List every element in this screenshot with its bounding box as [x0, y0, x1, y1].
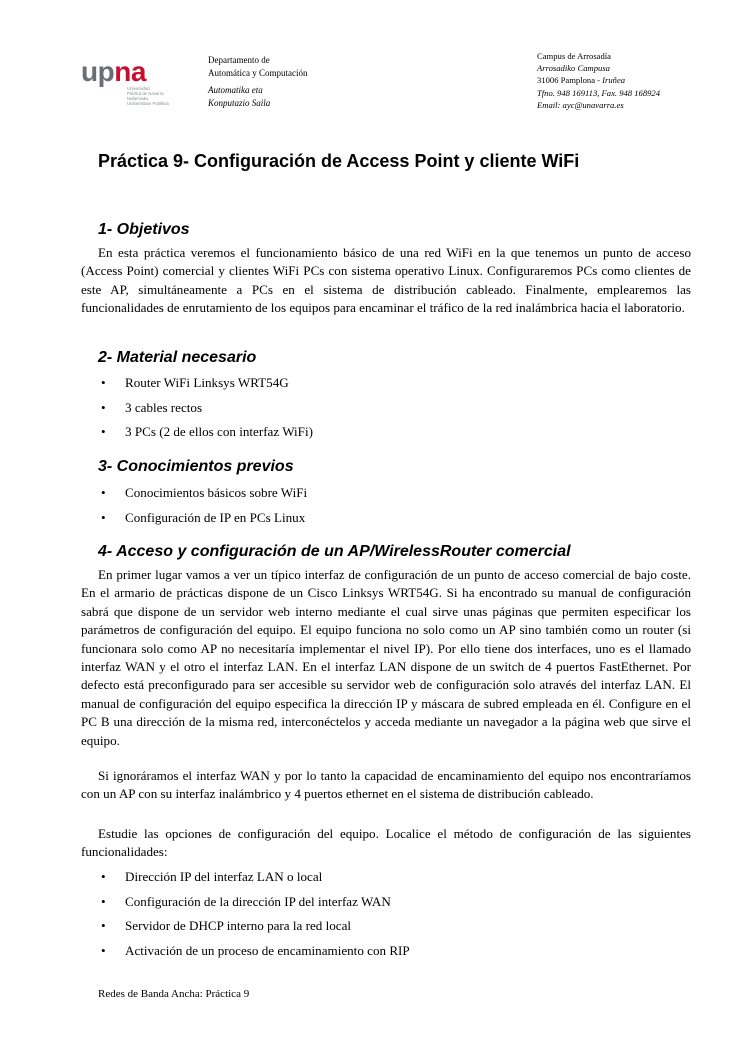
- logo-subtitle: [127, 86, 182, 106]
- list-item: [98, 371, 313, 396]
- logo-text-up: up: [81, 56, 115, 87]
- list-item: [98, 506, 307, 531]
- bullet: •: [101, 893, 106, 909]
- logo-subtitle-line: Pública de Navarra: [127, 91, 164, 96]
- bullet: •: [101, 485, 106, 500]
- list-item-text: Conocimientos básicos sobre WiFi: [125, 485, 308, 500]
- campus-line: Arrosadiko Campusa: [537, 63, 610, 74]
- campus-city-basque: Iruñea: [602, 75, 626, 86]
- bullet: •: [101, 399, 106, 415]
- logo-text-na: na: [114, 56, 146, 87]
- logo-subtitle-line: Universidad: [127, 86, 150, 91]
- list-item: [98, 420, 313, 445]
- list-funcionalidades: [98, 865, 410, 963]
- bullet: •: [101, 424, 106, 439]
- department-line-basque: Automatika eta: [208, 85, 263, 95]
- campus-address-block: [537, 50, 660, 111]
- campus-line: Campus de Arrosadía: [537, 51, 611, 61]
- list-item-text: Router WiFi Linksys WRT54G: [125, 375, 289, 390]
- list-item: [98, 396, 313, 421]
- bullet: •: [101, 869, 106, 884]
- list-item: [98, 914, 410, 939]
- section-heading-conocimientos: 3- Conocimientos previos: [98, 458, 294, 475]
- paragraph-acceso-2: Si ignoráramos el interfaz WAN y por lo tanto la capacidad de encaminamiento del equipo nos encontraríamos con un AP con su interfaz inalámbrico y 4 puertos ethernet en el sistema de distribución cableado.: [81, 768, 691, 802]
- paragraph-acceso-1: En primer lugar vamos a ver un típico interfaz de configuración de un punto de acceso comercial de bajo coste. En el armario de prácticas dispone de un Cisco Linksys WRT54G. Si ha encontrado su manual de configuración sabrá que dispone de un servidor web interno mediante el cual sirve unas páginas que permiten especificar los parámetros de configuración del equipo. El equipo funciona no solo como un AP sino también como un router (si funcionara solo como AP no necesitaría implementar el nivel IP). Por ello tiene dos interfaces, uno es el llamado interfaz WAN y el otro el interfaz LAN. En el interfaz LAN dispone de un switch de 4 puertos FastEthernet. Por defecto está preconfigurado para ser accesible su servidor web de configuración solo através del interfaz LAN. El manual de configuración del equipo especifica la dirección IP y máscara de subred empleada en él. Configure en el PC B una dirección de la misma red, interconéctelos y acceda mediante un navegador a la página web que sirve el equipo.: [81, 567, 691, 748]
- campus-phone: Tfno. 948 169113, Fax. 948 168924: [537, 87, 661, 98]
- logo-wordmark: [81, 58, 146, 86]
- section-heading-material: 2- Material necesario: [98, 349, 257, 366]
- department-line: Automática y Computación: [208, 68, 308, 78]
- list-item-text: Servidor de DHCP interno para la red local: [125, 918, 352, 933]
- department-block: [208, 54, 307, 110]
- page-title: Práctica 9- Configuración de Access Point y cliente WiFi: [98, 151, 580, 171]
- bullet: •: [101, 918, 106, 933]
- list-material: [98, 371, 313, 445]
- list-item-text: Configuración de la dirección IP del interfaz WAN: [125, 893, 391, 909]
- list-item: [98, 865, 410, 890]
- bullet: •: [101, 509, 106, 525]
- section-heading-objetivos: 1- Objetivos: [98, 221, 190, 238]
- list-item-text: 3 cables rectos: [125, 399, 203, 415]
- logo-subtitle-line: Unibertsitate Publikoa: [127, 101, 169, 106]
- list-conocimientos: [98, 481, 307, 530]
- department-line-basque: Konputazio Saila: [208, 98, 271, 108]
- list-item-text: Activación de un proceso de encaminamiento con RIP: [125, 942, 410, 958]
- campus-postal: 31006 Pamplona -: [537, 75, 603, 86]
- paragraph-objetivos: En esta práctica veremos el funcionamiento básico de una red WiFi en la que tenemos un punto de acceso (Access Point) comercial y clientes WiFi PCs con sistema operativo Linux. Configuraremos PCs como clientes de este AP, simultáneamente a PCs en el sistema de distribución cableado. Finalmente, emplearemos las funcionalidades de enrutamiento de los equipos para encaminar el tráfico de la red inalámbrica hacia el laboratorio.: [81, 245, 691, 316]
- upna-logo: [81, 58, 181, 108]
- paragraph-acceso-3: Estudie las opciones de configuración del equipo. Localice el método de configuración de las siguientes funcionalidades:: [81, 826, 691, 860]
- page-footer: Redes de Banda Ancha: Práctica 9: [98, 988, 250, 1000]
- department-line: Departamento de: [208, 55, 270, 65]
- list-item: [98, 939, 410, 964]
- logo-subtitle-line: Nafarroako: [127, 96, 149, 101]
- list-item-text: Dirección IP del interfaz LAN o local: [125, 869, 323, 884]
- list-item-text: Configuración de IP en PCs Linux: [125, 509, 306, 525]
- bullet: •: [101, 375, 106, 390]
- campus-email: Email: ayc@unavarra.es: [537, 99, 624, 110]
- list-item: [98, 890, 410, 915]
- list-item: [98, 481, 307, 506]
- campus-line: [537, 74, 660, 86]
- list-item-text: 3 PCs (2 de ellos con interfaz WiFi): [125, 424, 313, 439]
- section-heading-acceso-configuracion: 4- Acceso y configuración de un AP/WirelessRouter comercial: [98, 543, 571, 560]
- bullet: •: [101, 942, 106, 958]
